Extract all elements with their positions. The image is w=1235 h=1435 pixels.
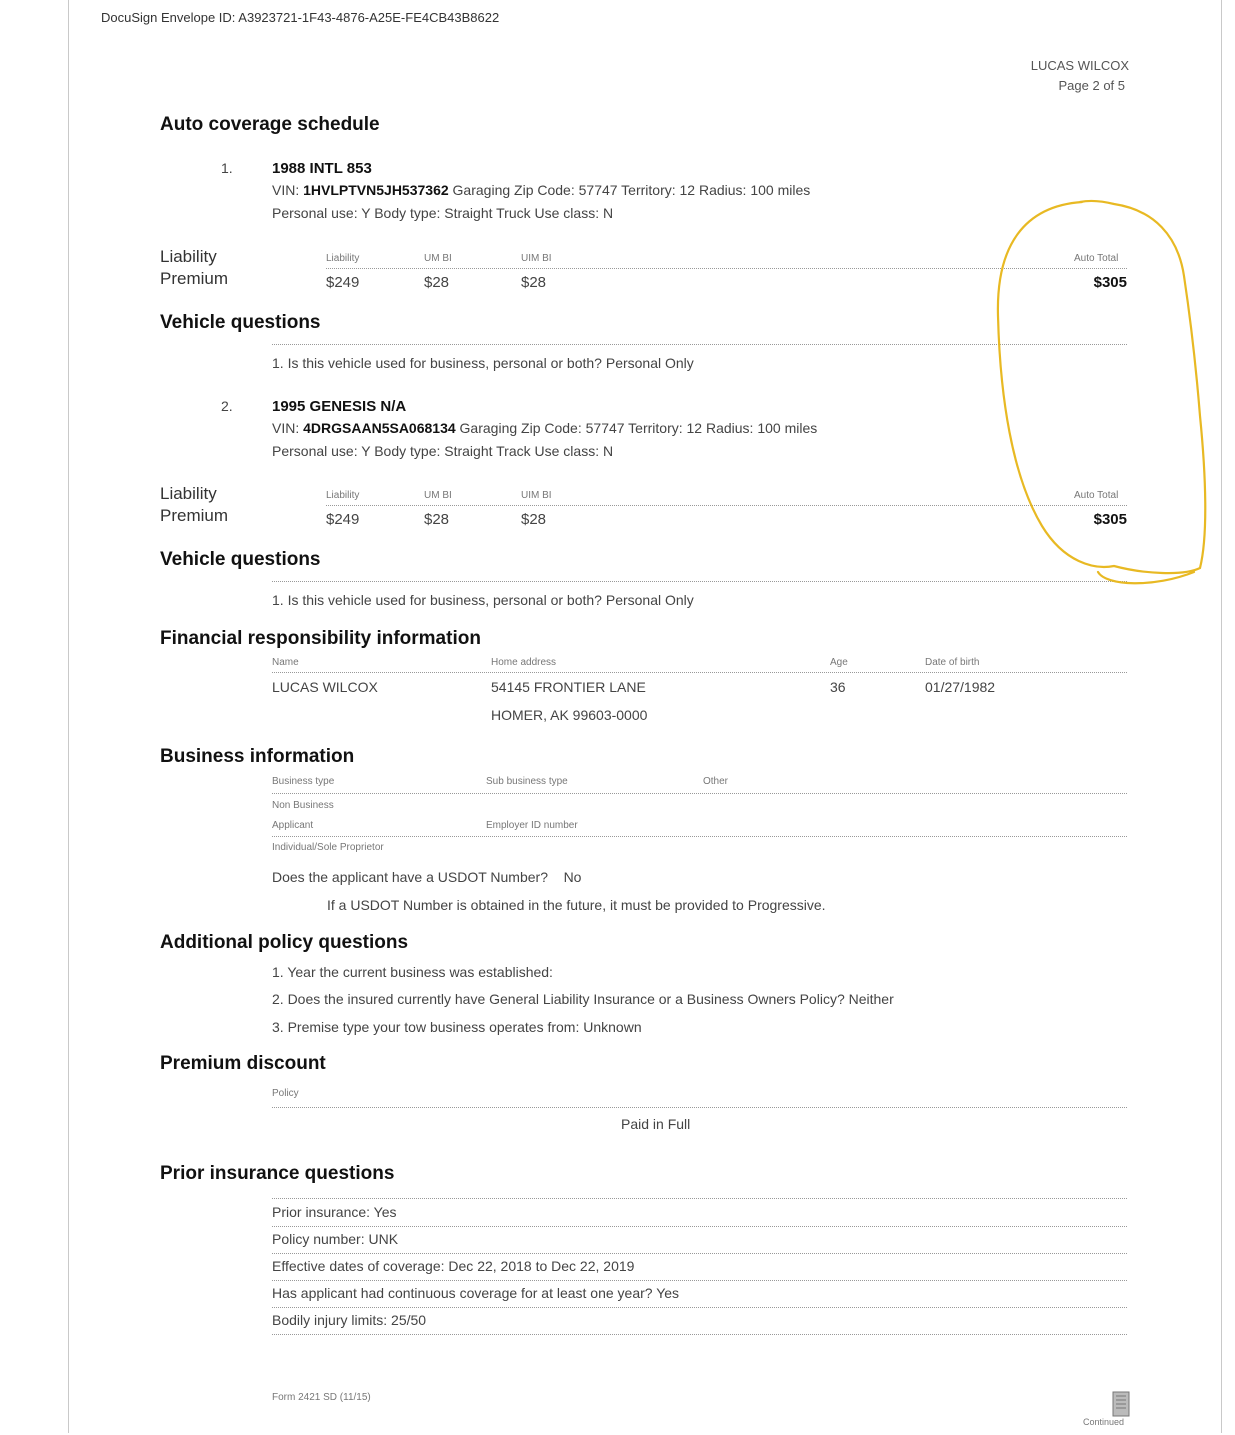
col-header-auto-total: Auto Total: [1074, 490, 1119, 501]
fin-address-line1: 54145 FRONTIER LANE: [491, 679, 646, 695]
auto-total-value: $305: [1093, 511, 1127, 528]
usdot-question: Does the applicant have a USDOT Number?: [272, 869, 548, 885]
usdot-line: [272, 869, 581, 885]
vehicle-vin-line: [272, 182, 810, 198]
discount-header: Policy: [272, 1088, 299, 1099]
svg-text:Continued: Continued: [1083, 1417, 1125, 1427]
fin-header-address: Home address: [491, 657, 557, 668]
fin-header-age: Age: [830, 657, 848, 668]
col-header-um-bi: UM BI: [424, 253, 452, 264]
section-title-vehicle-questions: Vehicle questions: [160, 549, 321, 570]
section-title-business: Business information: [160, 746, 355, 767]
fin-header-dob: Date of birth: [925, 657, 980, 668]
biz-header-other: Other: [703, 776, 729, 787]
liability-value: $249: [326, 511, 360, 528]
divider: [272, 836, 1127, 837]
additional-question: 3. Premise type your tow business operates from: Unknown: [272, 1019, 642, 1035]
section-title-additional: Additional policy questions: [160, 932, 409, 953]
divider: [272, 1107, 1127, 1108]
prior-item: Prior insurance: Yes: [272, 1204, 397, 1220]
vehicle-question: 1. Is this vehicle used for business, personal or both? Personal Only: [272, 592, 694, 608]
annotation-circle: [994, 196, 1208, 588]
section-title-prior: Prior insurance questions: [160, 1163, 395, 1184]
biz-header-applicant: Applicant: [272, 820, 314, 831]
fin-age: 36: [830, 679, 846, 695]
biz-header-employer-id: Employer ID number: [486, 820, 578, 831]
vehicle-question: 1. Is this vehicle used for business, personal or both? Personal Only: [272, 355, 694, 371]
prior-item: Policy number: UNK: [272, 1231, 399, 1247]
additional-question: 2. Does the insured currently have General Liability Insurance or a Business Owners Policy? Neither: [272, 991, 894, 1007]
divider: [272, 1226, 1127, 1227]
biz-header-type: Business type: [272, 776, 335, 787]
envelope-id: DocuSign Envelope ID: A3923721-1F43-4876-A25E-FE4CB43B8622: [101, 10, 500, 25]
auto-total-value: $305: [1093, 274, 1127, 291]
fin-dob: 01/27/1982: [925, 679, 996, 695]
premium-label: Premium: [160, 269, 229, 288]
usdot-note: If a USDOT Number is obtained in the future, it must be provided to Progressive.: [327, 897, 826, 913]
vehicle-number: 2.: [221, 398, 233, 414]
vin-value: 4DRGSAAN5SA068134: [303, 420, 456, 436]
col-header-um-bi: UM BI: [424, 490, 452, 501]
biz-type-value: Non Business: [272, 800, 334, 811]
section-title-premium-discount: Premium discount: [160, 1053, 326, 1074]
vehicle-details: Garaging Zip Code: 57747 Territory: 12 Radius: 100 miles: [459, 420, 818, 436]
vehicle-details: Garaging Zip Code: 57747 Territory: 12 Radius: 100 miles: [452, 182, 811, 198]
divider: [272, 793, 1127, 794]
fin-name: LUCAS WILCOX: [272, 679, 378, 695]
header-name: LUCAS WILCOX: [1030, 58, 1129, 73]
vehicle-name: 1995 GENESIS N/A: [272, 398, 407, 415]
uim-bi-value: $28: [521, 274, 547, 291]
vin-label: VIN:: [272, 182, 300, 198]
vehicle-usage-line: Personal use: Y Body type: Straight Truck Use class: N: [272, 205, 614, 221]
uim-bi-value: $28: [521, 511, 547, 528]
vehicle-vin-line: [272, 420, 817, 436]
liability-value: $249: [326, 274, 360, 291]
biz-applicant-value: Individual/Sole Proprietor: [272, 842, 384, 853]
section-title-auto-coverage: Auto coverage schedule: [160, 114, 380, 135]
vin-value: 1HVLPTVN5JH537362: [303, 182, 449, 198]
usdot-answer: No: [563, 869, 582, 885]
col-header-uim-bi: UIM BI: [521, 490, 552, 501]
divider: [272, 1307, 1127, 1308]
header-page: Page 2 of 5: [1058, 78, 1125, 93]
liability-label: Liability: [160, 484, 217, 503]
biz-header-subtype: Sub business type: [486, 776, 568, 787]
divider: [272, 1198, 1127, 1199]
divider: [272, 1253, 1127, 1254]
col-header-uim-bi: UIM BI: [521, 253, 552, 264]
section-title-financial: Financial responsibility information: [160, 628, 481, 649]
col-header-liability: Liability: [326, 253, 360, 264]
divider: [272, 1334, 1127, 1335]
divider: [272, 672, 1127, 673]
vehicle-name: 1988 INTL 853: [272, 160, 372, 177]
fin-address-line2: HOMER, AK 99603-0000: [491, 707, 648, 723]
liability-label: Liability: [160, 247, 217, 266]
prior-item: Effective dates of coverage: Dec 22, 2018 to Dec 22, 2019: [272, 1258, 635, 1274]
vehicle-number: 1.: [221, 160, 233, 176]
fin-header-name: Name: [272, 657, 299, 668]
divider: [272, 1280, 1127, 1281]
prior-item: Has applicant had continuous coverage for at least one year? Yes: [272, 1285, 680, 1301]
um-bi-value: $28: [424, 511, 450, 528]
um-bi-value: $28: [424, 274, 450, 291]
vehicle-usage-line: Personal use: Y Body type: Straight Track Use class: N: [272, 443, 614, 459]
continued-icon: [1083, 1390, 1135, 1430]
col-header-liability: Liability: [326, 490, 360, 501]
prior-item: Bodily injury limits: 25/50: [272, 1312, 427, 1328]
vin-label: VIN:: [272, 420, 300, 436]
discount-value: Paid in Full: [621, 1116, 691, 1132]
additional-question: 1. Year the current business was established:: [272, 964, 553, 980]
col-header-auto-total: Auto Total: [1074, 253, 1119, 264]
form-number: Form 2421 SD (11/15): [272, 1392, 371, 1403]
premium-label: Premium: [160, 506, 229, 525]
section-title-vehicle-questions: Vehicle questions: [160, 312, 321, 333]
